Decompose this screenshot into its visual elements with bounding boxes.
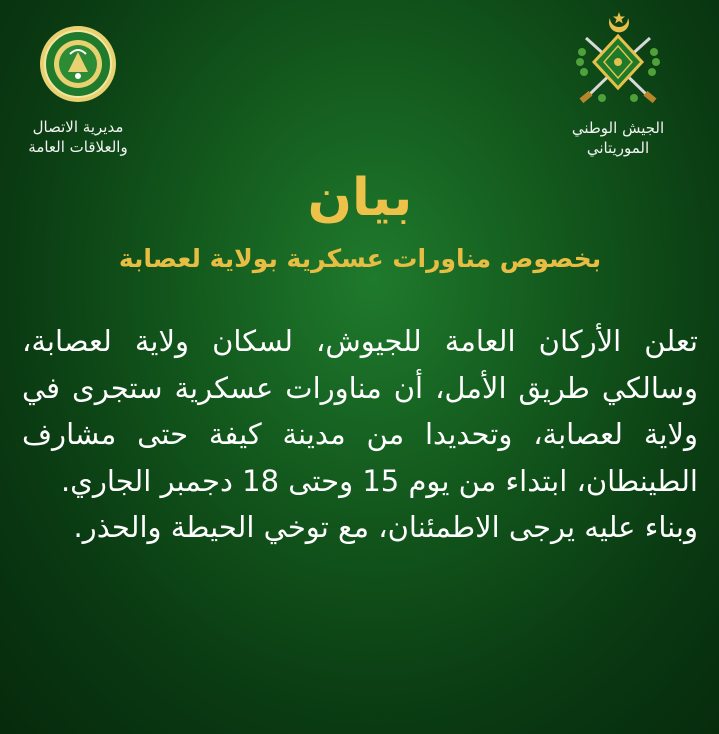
body-paragraph-1: تعلن الأركان العامة للجيوش، لسكان ولاية لعصابة، وسالكي طريق الأمل، أن مناورات عسكرية ستجرى في ولاية لعصابة، وتحديدا من مدينة كيفة حتى مشارف الطينطان، ابتداء من يوم 15 وحتى 18 دجمبر الجاري. bbox=[22, 324, 698, 498]
page-subtitle: بخصوص مناورات عسكرية بولاية لعصابة bbox=[118, 244, 602, 273]
army-emblem-icon bbox=[572, 12, 664, 112]
directorate-seal-icon bbox=[38, 24, 118, 104]
directorate-name bbox=[4, 117, 152, 157]
directorate-name-line1: مديرية الاتصال bbox=[32, 118, 124, 136]
announcement-body bbox=[22, 318, 698, 551]
page-title: بيان bbox=[307, 168, 413, 228]
army-name-line1: الجيش الوطني bbox=[571, 119, 665, 137]
army-name-line2: الموريتاني bbox=[586, 139, 650, 157]
body-paragraph-2: وبناء عليه يرجى الاطمئنان، مع توخي الحيطة والحذر. bbox=[73, 510, 698, 544]
directorate-name-line2: والعلاقات العامة bbox=[28, 138, 128, 156]
army-name bbox=[548, 118, 688, 158]
